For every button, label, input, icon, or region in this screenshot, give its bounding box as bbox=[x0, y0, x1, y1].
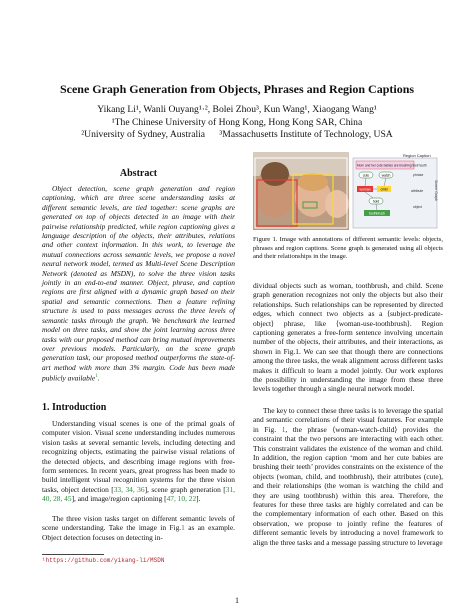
child-hair bbox=[298, 173, 328, 191]
author-block bbox=[0, 104, 474, 142]
intro-text-b: ], scene graph generation [ bbox=[144, 484, 226, 494]
abstract-heading: Abstract bbox=[119, 168, 158, 179]
intro-p2-a: The three vision tasks target on different semantic levels of scene understanding. Take the image in Fig. bbox=[42, 514, 235, 533]
label-scene-graph: Scene Graph bbox=[434, 180, 438, 202]
node-toothbrush-label: toothbrush bbox=[368, 211, 386, 216]
figure-ref[interactable]: 1 bbox=[181, 523, 185, 533]
intro-paragraph-2 bbox=[42, 514, 235, 542]
author-names: Yikang Li¹, Wanli Ouyang¹·², Bolei Zhou³, Kun Wang¹, Xiaogang Wang¹ bbox=[97, 104, 377, 115]
label-attribute: attribute bbox=[411, 189, 424, 193]
right-p2-b: , the phrase ⟨woman-watch-child⟩ provides the constraint that the two persons are interacting with each other. This constraint validates the existence of the woman and child. In addition, the region caption ‘mom and her cute babies are brushing their teeth’ provides constraints on the existence of the objects (woman, child, and toothbrush), their attributes (cute), and their relationships (the woman is watching the child and they are using toothbrush) within this area. Therefore, the features for these three tasks are highly correlated and can be the complementary information of each other. Based on this observation, we propose to jointly refine the features of different semantic levels by introducing a novel framework to align the three tasks and a message passing structure to leverage bbox=[253, 424, 443, 547]
right-paragraph-1: dividual objects such as woman, toothbrush, and child. Scene graph generation recognizes not only the objects but also their relationships. Such relationships can be represented by directed edges, which connect two objects as a ⟨subject-predicate-object⟩ phrase, like ⟨woman-use-toothbrush⟩. Region captioning generates a free-form sentence involving uncertain number of the objects, their attributes, and their interactions, as shown in Fig.1. We can see that though there are connections among the three tasks, the weak alignment across different tasks makes it difficult to learn a model jointly. Our work explores the possibility in understanding the image from these three levels together through a single neural network model. bbox=[253, 281, 443, 394]
region-caption-text: Mom and her cute babies are brushing their teeth bbox=[357, 163, 427, 168]
label-object: object bbox=[413, 205, 423, 209]
node-cute-label: cute bbox=[362, 173, 370, 178]
footnote-rule bbox=[42, 554, 104, 555]
figure-1-caption: Figure 1. Image with annotations of different semantic levels: objects, phrases and region captions. Scene graph is generated using all objects and their relationships in the image. bbox=[253, 236, 443, 261]
citation-detection[interactable]: 33, 34, 36 bbox=[113, 484, 145, 494]
woman-hair bbox=[261, 162, 289, 186]
baby-figure bbox=[325, 190, 349, 218]
right-paragraph-2 bbox=[253, 406, 443, 547]
label-phrase: phrase bbox=[413, 173, 424, 177]
intro-text-c: ], and image/region captioning [ bbox=[71, 494, 167, 504]
footnote-mark[interactable]: 1 bbox=[95, 374, 98, 380]
abstract-body: Object detection, scene graph generation and region captioning, which are three scene understanding tasks at different semantic levels, are tied together: scene graphs are generated on top of objects detected in an image with their pairwise relationship predicted, while region captioning gives a language description of the objects, their attributes, relations and other context information. In this work, to leverage the mutual connections across semantic levels, we propose a novel neural network model, termed as Multi-level Scene Description Network (denoted as MSDN), to solve the three vision tasks jointly in an end-to-end manner. Object, phrase, and caption regions are first aligned with a dynamic graph based on their spatial and semantic connections. Then a feature refining structure is used to pass messages across the three levels of semantic tasks through the graph. We benchmark the learned model on three tasks, and show the joint learning across three tasks with our proposed method can bring mutual improvements over previous models. Particularly, on the scene graph generation task, our proposed method outperforms the state-of-art method with more than 3% margin. Code has been made publicly available bbox=[42, 184, 235, 383]
abstract-end: . bbox=[97, 373, 100, 383]
figure-1-graphic bbox=[253, 152, 443, 230]
node-hold-label: hold bbox=[372, 199, 380, 204]
region-caption-label: Region Caption bbox=[403, 153, 431, 158]
right-p2-a: The key to connect these three tasks is to leverage the spatial and semantic correlations of their visual features. For example in Fig. bbox=[253, 406, 443, 434]
citation-captioning[interactable]: 47, 10, 22 bbox=[166, 494, 197, 504]
figure-ref-2[interactable]: 1 bbox=[281, 424, 286, 434]
affiliation-2-3: ²University of Sydney, Australia ³Massachusetts Institute of Technology, USA bbox=[81, 129, 393, 140]
figure-1 bbox=[253, 152, 443, 230]
affiliation-1: ¹The Chinese University of Hong Kong, Hong Kong SAR, China bbox=[111, 116, 363, 128]
node-woman-label: woman bbox=[359, 187, 371, 192]
intro-text-a: Understanding visual scenes is one of the primal goals of computer vision. Visual scene understanding includes numerous vision tasks at several semantic levels, including detecting and recognizing objects, estimating the pairwise visual relations of the detected objects, and describing image regions with free-form sentences. In recent years, great progress has been made to build intelligent visual recognition systems for the three vision tasks, object detection [ bbox=[42, 419, 235, 494]
intro-heading: 1. Introduction bbox=[42, 402, 107, 413]
intro-paragraph-1 bbox=[42, 419, 235, 504]
intro-text-d: ]. bbox=[196, 494, 201, 504]
page-number: 1 bbox=[235, 596, 239, 605]
abstract-text bbox=[42, 184, 235, 383]
paper-title: Scene Graph Generation from Objects, Phrases and Region Captions bbox=[59, 82, 415, 96]
footnote-url[interactable]: ¹https://github.com/yikang-li/MSDN bbox=[42, 557, 165, 564]
citation-scene-graph[interactable]: 31, 40, 28, 45 bbox=[42, 484, 236, 504]
intro-p2-b: as an example. Object detection focuses on detecting in- bbox=[42, 523, 235, 542]
node-child-label: child bbox=[380, 187, 388, 192]
node-watch-label: watch bbox=[381, 173, 391, 178]
